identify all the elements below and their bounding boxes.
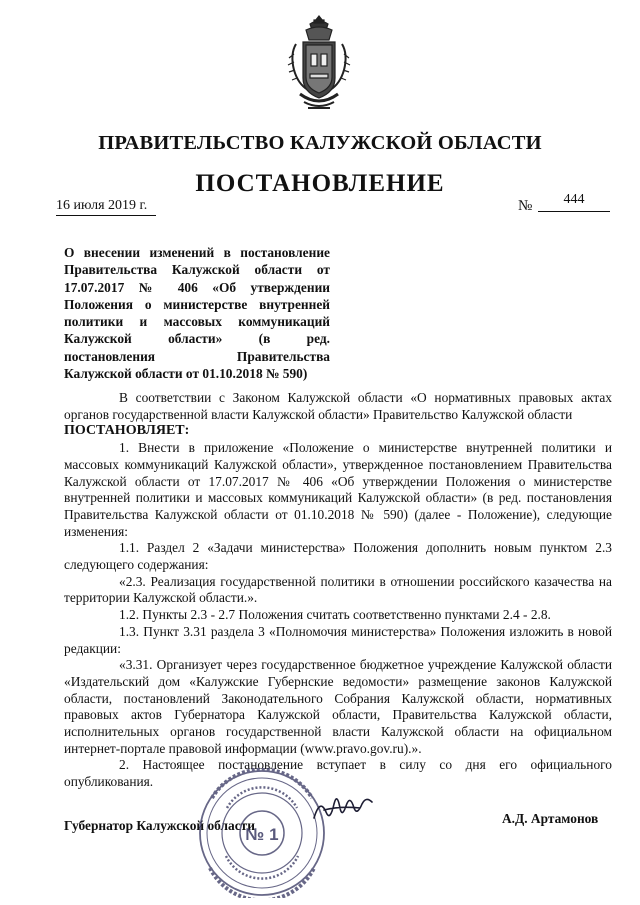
subject-line: постановления Правительства [64, 348, 330, 364]
preamble-paragraph: В соответствии с Законом Калужской области «О нормативных правовых актах органов государственной власти Калужской области» Правительство Калужской области [64, 390, 612, 422]
clause-1-1-text: «2.3. Реализация государственной политики в отношении российского казачества на территории Калужской области.». [64, 573, 612, 606]
clause-1-2: 1.2. Пункты 2.3 - 2.7 Положения считать соответственно пунктами 2.4 - 2.8. [119, 607, 551, 623]
document-date: 16 июля 2019 г. [56, 198, 156, 216]
stamp-number: № 1 [245, 825, 279, 844]
clause-1-1: 1.1. Раздел 2 «Задачи министерства» Положения дополнить новым пунктом 2.3 следующего содержания: [64, 540, 612, 573]
clause-1-3: 1.3. Пункт 3.31 раздела 3 «Полномочия министерства» Положения изложить в новой редакции: [64, 623, 612, 656]
document-body [64, 390, 612, 791]
document-subject [64, 244, 330, 382]
subject-line-last: Калужской области от 01.10.2018 № 590) [64, 366, 308, 382]
resolve-heading: ПОСТАНОВЛЯЕТ: [64, 423, 190, 439]
subject-line: О внесении изменений в постановление [64, 245, 330, 260]
document-type-title: ПОСТАНОВЛЕНИЕ [195, 170, 445, 197]
clause-1-3-text: «3.31. Организует через государственное бюджетное учреждение Калужской области «Издательский дом «Калужские Губернские ведомости» размещение законов Калужской области, постановлений Законодательного Собрания Калужской области, нормативных правовых актов Губернатора Калужской области, Правительства Калужской области, исполнительных органов государственной власти Калужской области на официальном интернет-портале правовой информации (www.pravo.gov.ru).». [64, 657, 612, 756]
subject-line: политики и массовых коммуникаций [64, 314, 330, 330]
signer-role: Губернатор Калужской области [64, 818, 255, 833]
subject-line: Положения о министерстве внутренней [64, 296, 330, 312]
subject-line: Правительства Калужской области от [64, 262, 330, 278]
handwritten-signature [310, 788, 380, 828]
document-number: 444 [538, 192, 610, 212]
subject-line: 17.07.2017 № 406 «Об утверждении [64, 279, 330, 295]
clause-2: 2. Настоящее постановление вступает в силу со дня его официального опубликования. [64, 757, 612, 790]
coat-of-arms-emblem [286, 14, 352, 116]
organization-title: ПРАВИТЕЛЬСТВО КАЛУЖСКОЙ ОБЛАСТИ [98, 132, 542, 154]
clause-1: 1. Внести в приложение «Положение о министерстве внутренней политики и массовых коммуникаций Калужской области», утвержденное постановлением Правительства Калужской области от 17.07.2017 № 406 «Об утверждении Положения о министерстве внутренней политики и массовых коммуникаций Калужской области» (в ред. постановления Правительства Калужской области от 01.10.2018 № 590) (далее - Положение), следующие изменения: [64, 440, 612, 539]
document-number-label: № [518, 198, 533, 214]
signer-name: А.Д. Артамонов [502, 811, 599, 826]
subject-line: Калужской области» (в ред. [64, 331, 330, 347]
